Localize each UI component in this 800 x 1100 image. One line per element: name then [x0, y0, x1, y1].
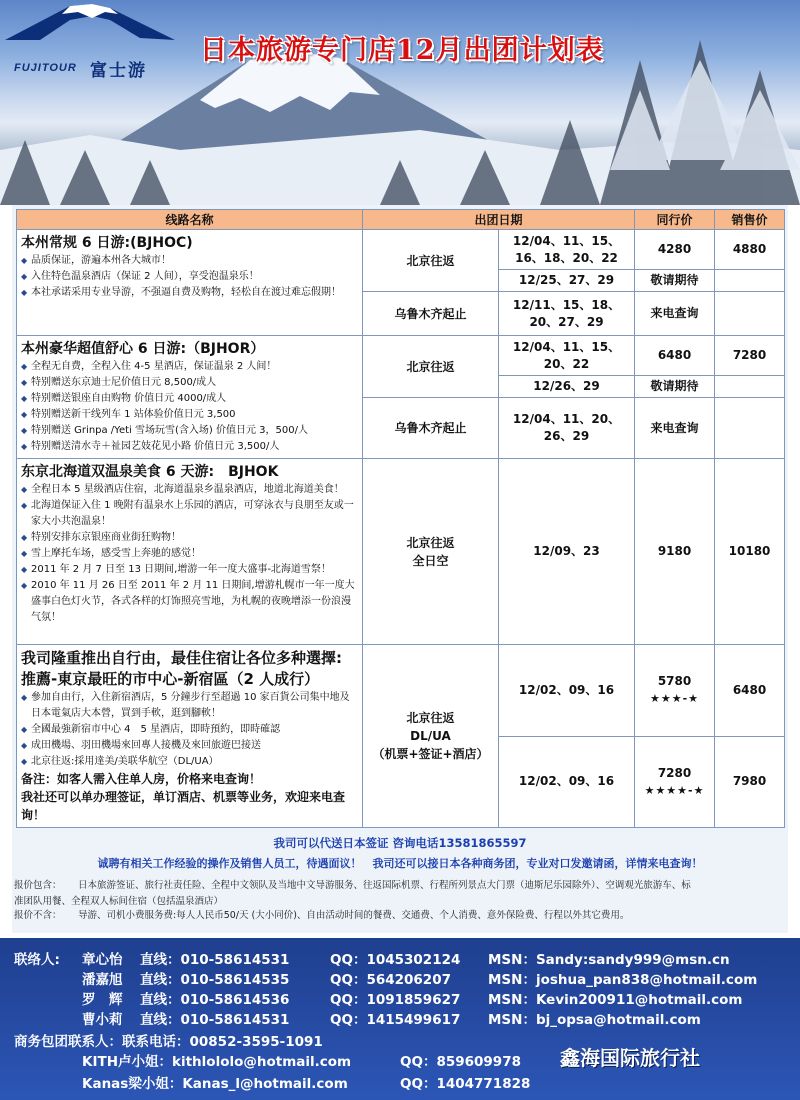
contact-msn[interactable]: MSN：Kevin200911@hotmail.com [488, 992, 743, 1008]
route2-date: 12/04、11、15、20、22 [499, 336, 635, 376]
price-excludes [14, 908, 794, 924]
route2-city: 北京往返 [363, 336, 499, 398]
route4-date: 12/02、09、16 [499, 736, 635, 828]
business-contact-name[interactable]: KITH卢小姐：kithlololo@hotmail.com [82, 1054, 352, 1070]
route3-trade-price: 9180 [635, 459, 715, 645]
route4-note: 我社还可以单办理签证，单订酒店、机票等业务，欢迎来电查询！ [21, 790, 346, 822]
route4-trade-price [635, 645, 715, 737]
contact-msn[interactable]: MSN：bj_opsa@hotmail.com [488, 1012, 701, 1028]
route4-city-name: 北京往返 [406, 711, 455, 725]
route4-package: （机票+签证+酒店） [372, 747, 489, 761]
route1-trade-price: 来电查询 [635, 292, 715, 336]
excludes-text: 导游、司机小费服务费:每人人民币50/天 (大小同价)、自由活动时间的餐费、交通费、个人消费、意外保险费、行程以外其它费用。 [78, 910, 630, 921]
contact-row [0, 1008, 800, 1028]
page-title: 日本旅游专门店12月出团计划表 [200, 35, 604, 66]
route2-trade-price: 6480 [635, 336, 715, 376]
route4-city [363, 645, 499, 828]
route1-title: 本州常规 6 日游:(BJHOC) [21, 235, 193, 251]
contact-phone: 直线：010-58614531 [140, 1012, 290, 1028]
route2-feature: ◆ 特别赠送银座自由购物 价值日元 4000/成人 [21, 391, 358, 407]
route1-city: 乌鲁木齐起止 [363, 292, 499, 336]
table-row [17, 459, 785, 645]
contact-phone: 直线：010-58614535 [140, 972, 290, 988]
route1-trade-price: 敬请期待 [635, 270, 715, 292]
recruit-ad: 诚聘有相关工作经验的操作及销售人员工，待遇面议！ 我司还可以接日本各种商务团，专业对口发邀请函，详情来电查询！ [97, 857, 703, 870]
contact-name: 曹小莉 [82, 1012, 123, 1028]
contact-row [0, 988, 800, 1008]
includes-text-cont: 准团队用餐、全程双人标间住宿（包括温泉酒店） [14, 896, 224, 907]
contact-msn[interactable]: MSN：joshua_pan838@hotmail.com [488, 972, 758, 988]
contact-phone: 直线：010-58614531 [140, 952, 290, 968]
route3-feature: ◆ 北海道保证入住 1 晚附有温泉水上乐园的酒店，可穿泳衣与良朋至友或一家大小共泡温泉！ [21, 498, 358, 530]
visa-ad: 我司可以代送日本签证 咨询电话13581865597 [273, 836, 527, 850]
contact-qq: QQ：1045302124 [330, 952, 461, 968]
route2-trade-price: 敬请期待 [635, 376, 715, 398]
contact-name: 罗 辉 [82, 992, 123, 1008]
route4-sale-price: 7980 [715, 736, 785, 828]
contact-panel [0, 938, 800, 1100]
header-route: 线路名称 [17, 210, 363, 230]
route1-date: 12/04、11、15、16、18、20、22 [499, 230, 635, 270]
route1-cell [17, 230, 363, 336]
route1-feature: ◆ 品质保证，游遍本州各大城市！ [21, 253, 358, 269]
route3-sale-price: 10180 [715, 459, 785, 645]
route1-sale-price: 4880 [715, 230, 785, 270]
route3-feature: ◆ 2010 年 11 月 26 日至 2011 年 2 月 11 日期间,增游札幌市一年一度大盛事白色灯火节，各式各样的灯饰照亮雪地，为札幌的夜晚增添一份浪漫气氛！ [21, 578, 358, 626]
route1-feature: ◆ 本社承诺采用专业导游，不强逼自费及购物，轻松自在渡过难忘假期！ [21, 285, 358, 301]
header-sale-price: 销售价 [715, 210, 785, 230]
logo-chinese: 富士游 [90, 61, 147, 81]
route4-trade-value: 5780 [657, 674, 692, 689]
contact-label: 联络人: [14, 952, 60, 968]
header-banner [0, 0, 800, 205]
excludes-label: 报价不含： [14, 910, 62, 921]
route2-feature: ◆ 全程无自费，全程入住 4-5 星酒店，保证温泉 2 人间！ [21, 359, 358, 375]
table-row [17, 645, 785, 737]
route4-title: 我司隆重推出自行由，最佳住宿让各位多种選擇: [21, 649, 343, 667]
route4-airline: DL/UA [410, 729, 451, 743]
route4-feature: ◆ 北京往返:採用達美/美联华航空（DL/UA） [21, 754, 358, 770]
hotel-star-rating: ★★★★-★ [644, 783, 705, 797]
route4-feature: ◆ 參加自由行，入住新宿酒店，5 分鐘步行至超過 10 家百貨公司集中地及日本電氣店大本營，買到手軟，逛到腳軟！ [21, 690, 358, 722]
route3-feature: ◆ 雪上摩托车场，感受雪上奔驰的感觉！ [21, 546, 358, 562]
contact-phone: 直线：010-58614536 [140, 992, 290, 1008]
route1-date: 12/25、27、29 [499, 270, 635, 292]
route3-feature: ◆ 2011 年 2 月 7 日至 13 日期间,增游一年一度大盛事-北海道雪祭！ [21, 562, 358, 578]
route3-city [363, 459, 499, 645]
route2-feature: ◆ 特别赠送新干线列车 1 站体验价值日元 3,500 [21, 407, 358, 423]
route1-trade-price: 4280 [635, 230, 715, 270]
route2-feature: ◆ 特别赠送东京迪士尼价值日元 8,500/成人 [21, 375, 358, 391]
contact-row [0, 968, 800, 988]
route4-date: 12/02、09、16 [499, 645, 635, 737]
route4-feature: ◆ 全國最強新宿市中心 4 5 星酒店，即時預約，即時確認 [21, 722, 358, 738]
route1-date: 12/11、15、18、20、27、29 [499, 292, 635, 336]
route3-feature: ◆ 特别安排东京银座商业街狂购物！ [21, 530, 358, 546]
contact-qq: QQ：1091859627 [330, 992, 461, 1008]
contact-name: 潘嘉旭 [82, 972, 123, 988]
route4-note: 备注：如客人需入住单人房，价格来电查询！ [21, 772, 262, 786]
route2-cell [17, 336, 363, 459]
business-contact-qq: QQ：859609978 [400, 1054, 521, 1070]
table-header-row [17, 210, 785, 230]
route4-feature: ◆ 成田機場、羽田機場來回專人接機及來回旅遊巴接送 [21, 738, 358, 754]
schedule-table [16, 209, 785, 828]
contact-row [0, 948, 800, 968]
route3-airline: 全日空 [412, 553, 449, 568]
route3-feature: ◆ 全程日本 5 星级酒店住宿，北海道温泉乡温泉酒店，地道北海道美食！ [21, 482, 358, 498]
route4-cell [17, 645, 363, 828]
route1-feature: ◆ 入住特色温泉酒店（保证 2 人间），享受泡温泉乐！ [21, 269, 358, 285]
route2-trade-price: 来电查询 [635, 398, 715, 459]
route2-feature: ◆ 特别赠送清水寺＋祉园艺妓花见小路 价值日元 3,500/人 [21, 439, 358, 455]
route2-date: 12/26、29 [499, 376, 635, 398]
price-includes [14, 878, 794, 894]
contact-qq: QQ：564206207 [330, 972, 451, 988]
route4-trade-price [635, 736, 715, 828]
route3-title: 东京北海道双温泉美食 6 天游: BJHOK [21, 464, 279, 480]
business-contact-label: 商务包团联系人：联系电话：00852-3595-1091 [14, 1034, 323, 1050]
route4-sale-price: 6480 [715, 645, 785, 737]
logo-english: FUJITOUR [14, 62, 77, 74]
route2-feature: ◆ 特别赠送 Grinpa /Yeti 雪场玩雪(含入场) 价值日元 3，500/人 [21, 423, 358, 439]
agency-name: 鑫海国际旅行社 [560, 1046, 700, 1070]
includes-label: 报价包含： [14, 880, 62, 891]
route3-date: 12/09、23 [499, 459, 635, 645]
includes-text: 日本旅游签证、旅行社责任险、全程中文领队及当地中文导游服务、往返国际机票、行程所列景点大门票（迪斯尼乐园除外）、空调观光旅游车、标 [78, 880, 691, 891]
contact-name: 章心怡 [82, 952, 123, 968]
route4-subtitle: 推薦-東京最旺的市中心-新宿區（2 人成行） [21, 670, 320, 688]
contact-msn[interactable]: MSN：Sandy:sandy999@msn.cn [488, 952, 730, 968]
contact-qq: QQ：1415499617 [330, 1012, 461, 1028]
header-trade-price: 同行价 [635, 210, 715, 230]
header-date: 出团日期 [363, 210, 635, 230]
contact-row [0, 1072, 540, 1092]
business-contact-qq: QQ：1404771828 [400, 1076, 531, 1092]
route2-sale-price: 7280 [715, 336, 785, 376]
route3-city-name: 北京往返 [406, 535, 455, 550]
route3-cell [17, 459, 363, 645]
route2-city: 乌鲁木齐起止 [363, 398, 499, 459]
route2-title: 本州豪华超值舒心 6 日游:（BJHOR） [21, 341, 265, 357]
route1-city: 北京往返 [363, 230, 499, 292]
fujitour-logo-icon [0, 0, 180, 56]
table-row [17, 336, 785, 376]
business-contact-name[interactable]: Kanas梁小姐：Kanas_l@hotmail.com [82, 1076, 348, 1092]
table-row [17, 230, 785, 270]
route4-trade-value: 7280 [657, 765, 692, 780]
hotel-star-rating: ★★★-★ [650, 692, 700, 706]
route2-date: 12/04、11、20、26、29 [499, 398, 635, 459]
contact-row [0, 1050, 540, 1070]
